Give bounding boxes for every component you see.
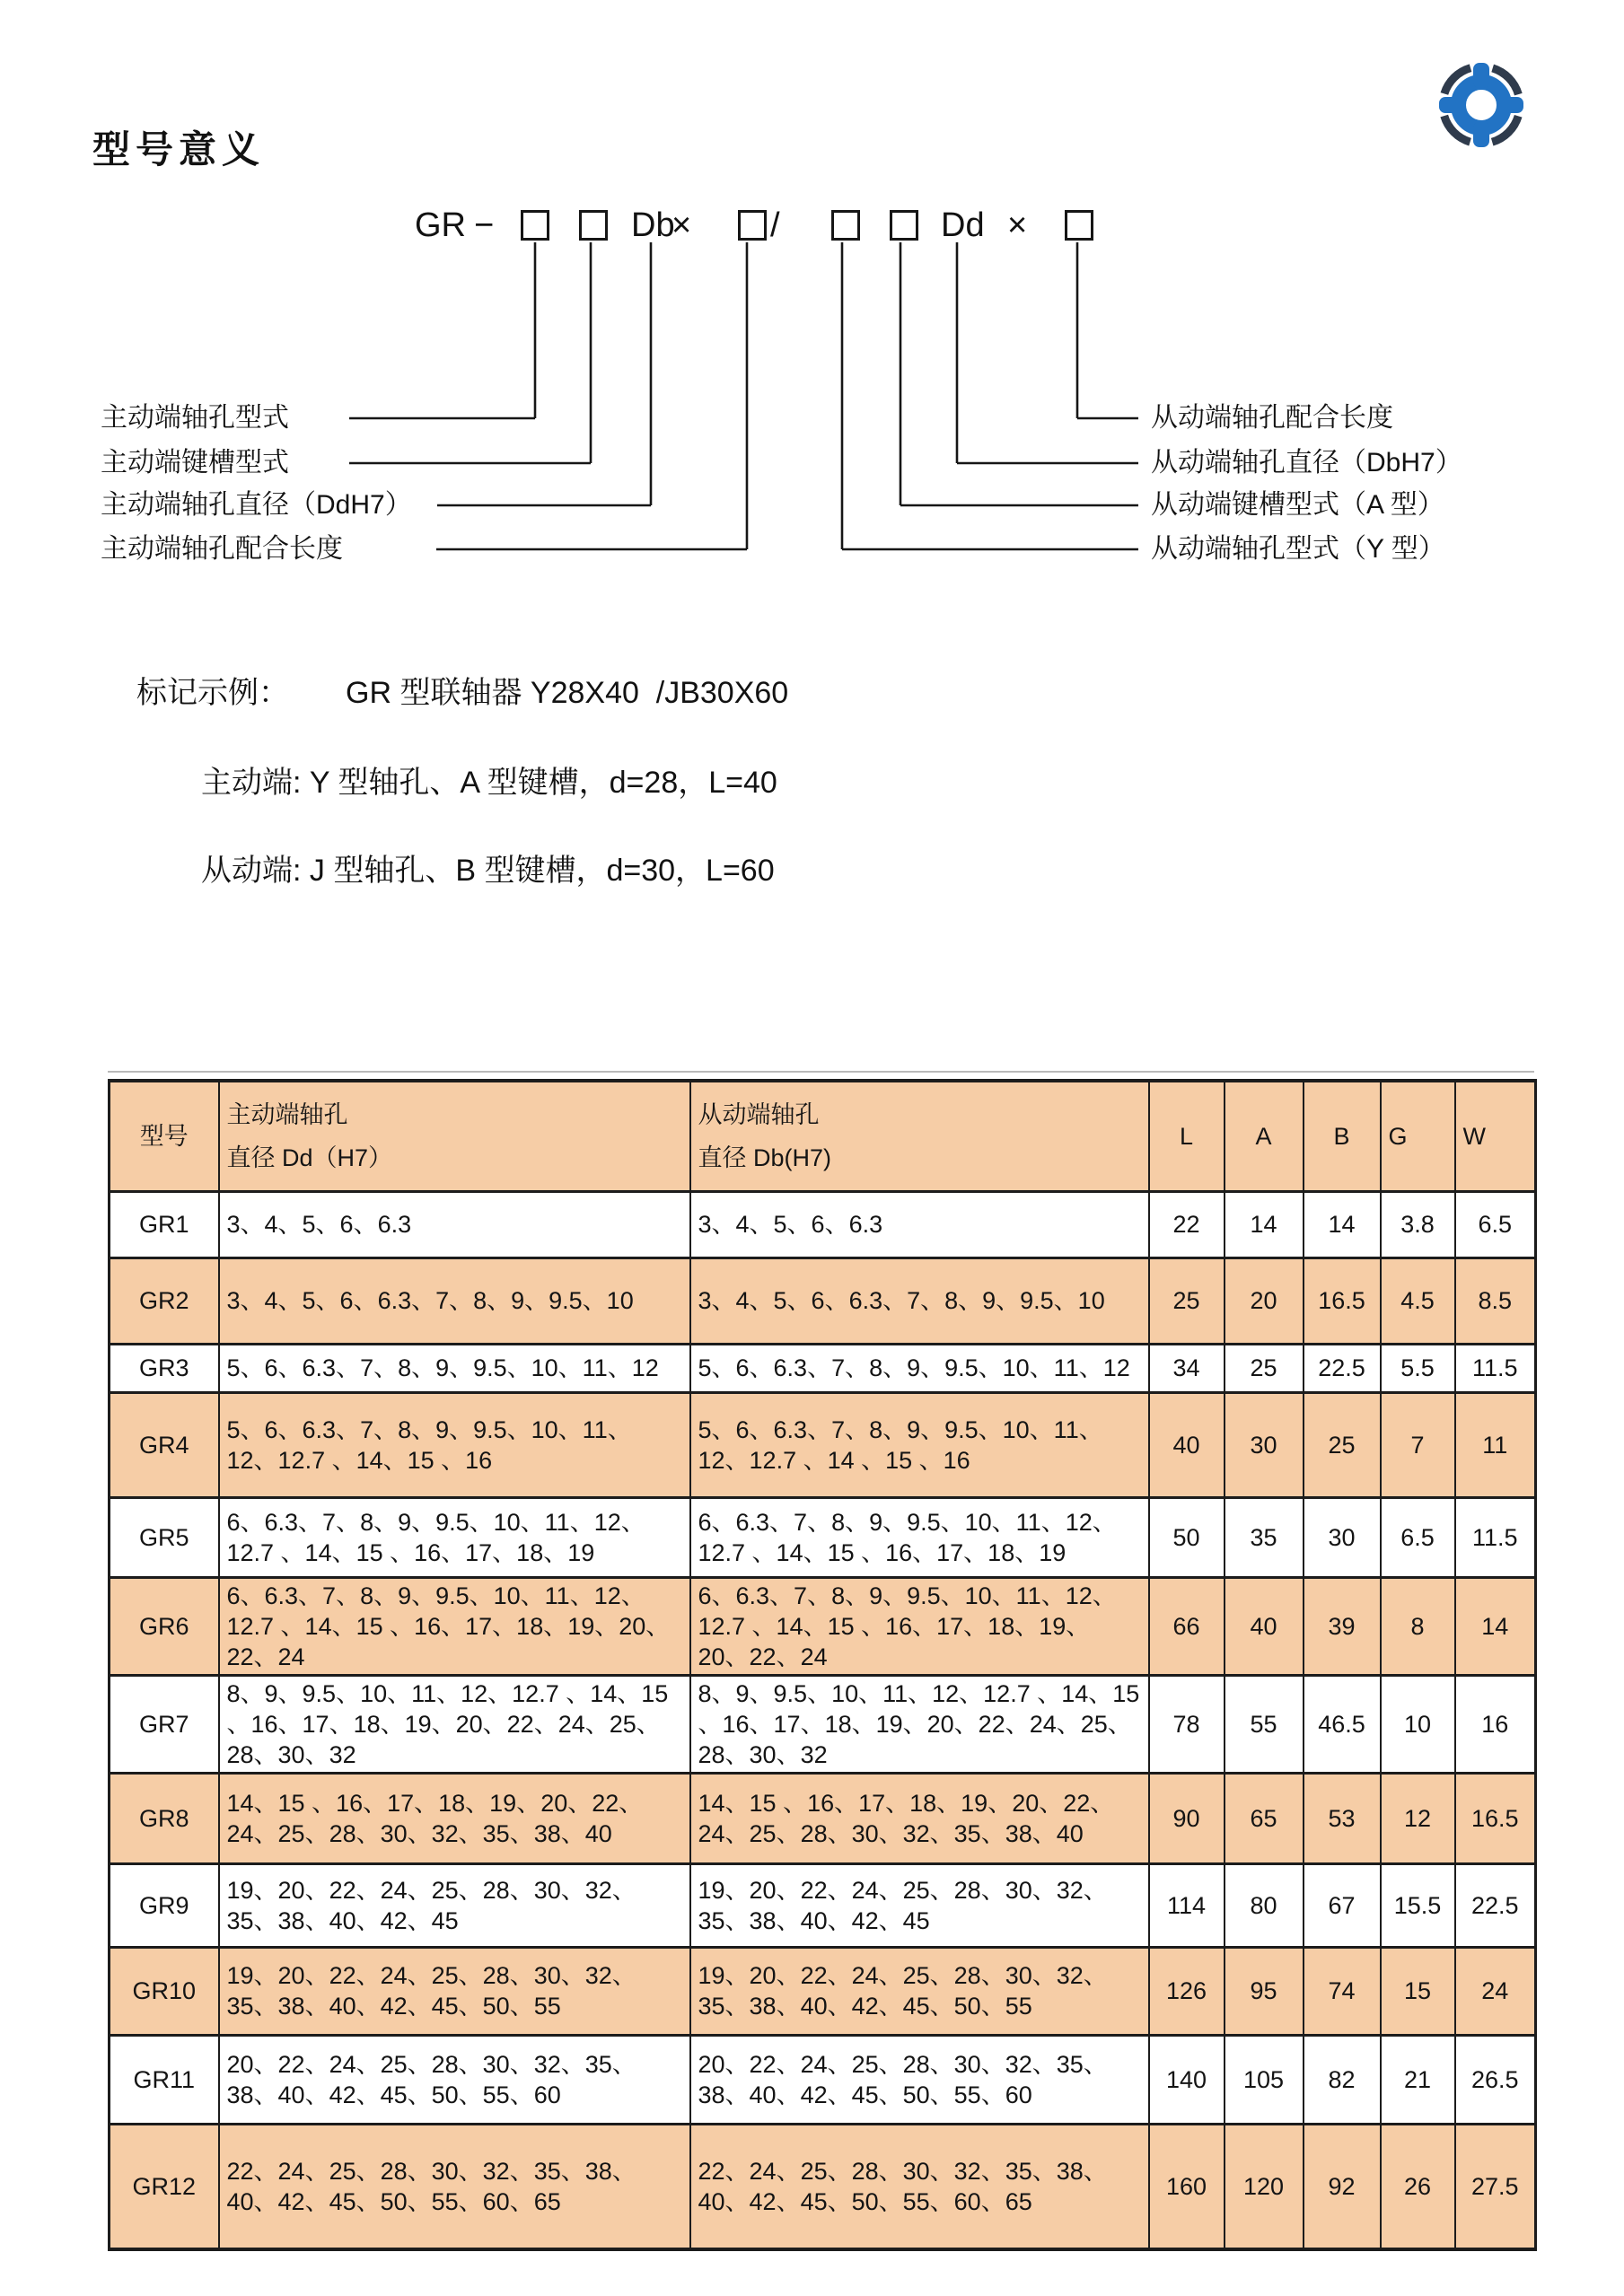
cell-L: 50: [1149, 1497, 1225, 1577]
table-row: [110, 1392, 1536, 1497]
header-passive-bore: [690, 1081, 1149, 1191]
cell-G: 21: [1381, 2035, 1455, 2124]
cell-G: 5.5: [1381, 1344, 1455, 1392]
header-active-line1: 主动端轴孔: [226, 1100, 348, 1128]
cell-passive-bores: 3、4、5、6、6.3: [690, 1191, 1149, 1258]
cell-G: 6.5: [1381, 1497, 1455, 1577]
code-box-keyway-type-active: [579, 210, 608, 241]
table-row: [110, 1258, 1536, 1344]
cell-G: 15.5: [1381, 1863, 1455, 1947]
cell-G: 15: [1381, 1947, 1455, 2035]
cell-B: 30: [1304, 1497, 1381, 1577]
label-passive-bore-dia: 从动端轴孔直径（DbH7）: [1151, 448, 1462, 478]
code-box-bore-type-passive: [831, 210, 860, 241]
cell-active-bores: 5、6、6.3、7、8、9、9.5、10、11、12: [219, 1344, 690, 1392]
label-passive-keyway-type: 从动端键槽型式（A 型）: [1151, 490, 1444, 520]
cell-W: 8.5: [1455, 1258, 1536, 1344]
cell-passive-bores: 6、6.3、7、8、9、9.5、10、11、12、12.7 、14、15 、16、17、18、19、20、22、24: [690, 1577, 1149, 1675]
cell-L: 140: [1149, 2035, 1225, 2124]
label-passive-fit-length: 从动端轴孔配合长度: [1151, 403, 1393, 433]
cell-L: 126: [1149, 1947, 1225, 2035]
cell-active-bores: 3、4、5、6、6.3、7、8、9、9.5、10: [219, 1258, 690, 1344]
cell-passive-bores: 19、20、22、24、25、28、30、32、35、38、40、42、45、50、55: [690, 1947, 1149, 2035]
spec-table: [108, 1079, 1537, 2251]
header-A: A: [1225, 1081, 1304, 1191]
cell-L: 160: [1149, 2124, 1225, 2249]
table-row: [110, 2035, 1536, 2124]
cell-passive-bores: 6、6.3、7、8、9、9.5、10、11、12、12.7 、14、15 、16、17、18、19: [690, 1497, 1149, 1577]
cell-W: 11.5: [1455, 1344, 1536, 1392]
cell-passive-bores: 19、20、22、24、25、28、30、32、35、38、40、42、45: [690, 1863, 1149, 1947]
cell-B: 39: [1304, 1577, 1381, 1675]
cell-A: 25: [1225, 1344, 1304, 1392]
cell-B: 16.5: [1304, 1258, 1381, 1344]
table-row: [110, 1497, 1536, 1577]
label-passive-bore-type: 从动端轴孔型式（Y 型）: [1151, 534, 1445, 564]
cell-A: 65: [1225, 1773, 1304, 1863]
cell-active-bores: 6、6.3、7、8、9、9.5、10、11、12、12.7 、14、15 、16、17、18、19、20、22、24: [219, 1577, 690, 1675]
header-B: B: [1304, 1081, 1381, 1191]
cell-G: 7: [1381, 1392, 1455, 1497]
cell-passive-bores: 3、4、5、6、6.3、7、8、9、9.5、10: [690, 1258, 1149, 1344]
cell-A: 55: [1225, 1675, 1304, 1773]
cell-active-bores: 5、6、6.3、7、8、9、9.5、10、11、12、12.7 、14、15 、16: [219, 1392, 690, 1497]
cell-W: 11: [1455, 1392, 1536, 1497]
header-W: W: [1455, 1081, 1536, 1191]
cell-active-bores: 6、6.3、7、8、9、9.5、10、11、12、12.7 、14、15 、16、17、18、19: [219, 1497, 690, 1577]
code-box-fit-length-active: [738, 210, 767, 241]
cell-W: 6.5: [1455, 1191, 1536, 1258]
cell-active-bores: 20、22、24、25、28、30、32、35、38、40、42、45、50、55、60: [219, 2035, 690, 2124]
cell-A: 40: [1225, 1577, 1304, 1675]
table-row: [110, 1675, 1536, 1773]
cell-model: GR8: [110, 1773, 219, 1863]
header-passive-line2: 直径 Db(H7): [698, 1144, 832, 1171]
label-active-fit-length: 主动端轴孔配合长度: [101, 534, 343, 564]
spec-table-container: [108, 1079, 1534, 2251]
cell-A: 80: [1225, 1863, 1304, 1947]
cell-active-bores: 19、20、22、24、25、28、30、32、35、38、40、42、45、50、55: [219, 1947, 690, 2035]
cell-A: 105: [1225, 2035, 1304, 2124]
cell-L: 66: [1149, 1577, 1225, 1675]
cell-model: GR4: [110, 1392, 219, 1497]
cell-G: 26: [1381, 2124, 1455, 2249]
table-row: [110, 1773, 1536, 1863]
cell-W: 26.5: [1455, 2035, 1536, 2124]
code-times-1: ×: [672, 206, 692, 244]
header-passive-line1: 从动端轴孔: [698, 1100, 820, 1128]
cell-B: 22.5: [1304, 1344, 1381, 1392]
cell-W: 24: [1455, 1947, 1536, 2035]
table-row: [110, 1947, 1536, 2035]
cell-A: 30: [1225, 1392, 1304, 1497]
label-active-bore-type: 主动端轴孔型式: [101, 403, 289, 433]
example-active-end: 主动端: Y 型轴孔、A 型键槽，d=28，L=40: [201, 766, 777, 800]
cell-W: 16: [1455, 1675, 1536, 1773]
table-row: [110, 1344, 1536, 1392]
cell-W: 16.5: [1455, 1773, 1536, 1863]
code-times-2: ×: [1007, 206, 1028, 244]
cell-G: 4.5: [1381, 1258, 1455, 1344]
cell-W: 22.5: [1455, 1863, 1536, 1947]
table-row: [110, 1577, 1536, 1675]
cell-A: 14: [1225, 1191, 1304, 1258]
label-active-keyway-type: 主动端键槽型式: [101, 448, 289, 478]
cell-A: 120: [1225, 2124, 1304, 2249]
cell-A: 95: [1225, 1947, 1304, 2035]
cell-W: 11.5: [1455, 1497, 1536, 1577]
table-row: [110, 2124, 1536, 2249]
label-active-bore-dia: 主动端轴孔直径（DdH7）: [101, 490, 412, 520]
cell-G: 8: [1381, 1577, 1455, 1675]
cell-active-bores: 22、24、25、28、30、32、35、38、40、42、45、50、55、60、65: [219, 2124, 690, 2249]
code-box-fit-length-passive: [1065, 210, 1093, 241]
cell-passive-bores: 20、22、24、25、28、30、32、35、38、40、42、45、50、55、60: [690, 2035, 1149, 2124]
cell-B: 67: [1304, 1863, 1381, 1947]
cell-L: 78: [1149, 1675, 1225, 1773]
cell-W: 27.5: [1455, 2124, 1536, 2249]
example-passive-end: 从动端: J 型轴孔、B 型键槽，d=30，L=60: [201, 854, 775, 888]
cell-model: GR12: [110, 2124, 219, 2249]
cell-B: 25: [1304, 1392, 1381, 1497]
cell-A: 20: [1225, 1258, 1304, 1344]
cell-model: GR2: [110, 1258, 219, 1344]
cell-active-bores: 3、4、5、6、6.3: [219, 1191, 690, 1258]
cell-G: 3.8: [1381, 1191, 1455, 1258]
cell-model: GR3: [110, 1344, 219, 1392]
cell-G: 12: [1381, 1773, 1455, 1863]
cell-model: GR7: [110, 1675, 219, 1773]
cell-B: 53: [1304, 1773, 1381, 1863]
cell-A: 35: [1225, 1497, 1304, 1577]
code-slash: /: [770, 206, 780, 244]
code-prefix: GR: [415, 206, 466, 244]
cell-model: GR9: [110, 1863, 219, 1947]
cell-passive-bores: 22、24、25、28、30、32、35、38、40、42、45、50、55、60、65: [690, 2124, 1149, 2249]
cell-B: 14: [1304, 1191, 1381, 1258]
header-G: G: [1381, 1081, 1455, 1191]
example-designation: GR 型联轴器 Y28X40 /JB30X60: [346, 676, 789, 710]
cell-B: 74: [1304, 1947, 1381, 2035]
table-top-rule: [108, 1071, 1534, 1073]
code-db-label: Db: [631, 206, 675, 244]
cell-W: 14: [1455, 1577, 1536, 1675]
cell-G: 10: [1381, 1675, 1455, 1773]
cell-L: 114: [1149, 1863, 1225, 1947]
cell-model: GR10: [110, 1947, 219, 2035]
example-label: 标记示例：: [136, 676, 289, 710]
table-row: [110, 1863, 1536, 1947]
header-active-bore: [219, 1081, 690, 1191]
header-model: 型号: [110, 1081, 219, 1191]
cell-B: 46.5: [1304, 1675, 1381, 1773]
cell-passive-bores: 5、6、6.3、7、8、9、9.5、10、11、12: [690, 1344, 1149, 1392]
cell-L: 34: [1149, 1344, 1225, 1392]
cell-L: 90: [1149, 1773, 1225, 1863]
cell-L: 22: [1149, 1191, 1225, 1258]
cell-L: 25: [1149, 1258, 1225, 1344]
cell-model: GR5: [110, 1497, 219, 1577]
page-title: 型号意义: [92, 128, 266, 171]
code-dd-label: Dd: [941, 206, 985, 244]
cell-B: 92: [1304, 2124, 1381, 2249]
code-dash: −: [474, 206, 495, 244]
cell-model: GR6: [110, 1577, 219, 1675]
cell-model: GR11: [110, 2035, 219, 2124]
cell-B: 82: [1304, 2035, 1381, 2124]
header-L: L: [1149, 1081, 1225, 1191]
code-box-keyway-type-passive: [890, 210, 918, 241]
cell-active-bores: 14、15 、16、17、18、19、20、22、24、25、28、30、32、35、38、40: [219, 1773, 690, 1863]
cell-passive-bores: 5、6、6.3、7、8、9、9.5、10、11、12、12.7 、14 、15 、16: [690, 1392, 1149, 1497]
table-row: [110, 1191, 1536, 1258]
cell-passive-bores: 14、15 、16、17、18、19、20、22、24、25、28、30、32、35、38、40: [690, 1773, 1149, 1863]
cell-L: 40: [1149, 1392, 1225, 1497]
table-header-row: [110, 1081, 1536, 1191]
code-box-bore-type-active: [521, 210, 549, 241]
cell-active-bores: 19、20、22、24、25、28、30、32、35、38、40、42、45: [219, 1863, 690, 1947]
cell-active-bores: 8、9、9.5、10、11、12、12.7 、14、15 、16、17、18、19、20、22、24、25、28、30、32: [219, 1675, 690, 1773]
brand-logo-icon: [1434, 57, 1529, 153]
cell-model: GR1: [110, 1191, 219, 1258]
cell-passive-bores: 8、9、9.5、10、11、12、12.7 、14、15 、16、17、18、19、20、22、24、25、28、30、32: [690, 1675, 1149, 1773]
header-active-line2: 直径 Dd（H7）: [226, 1144, 393, 1171]
